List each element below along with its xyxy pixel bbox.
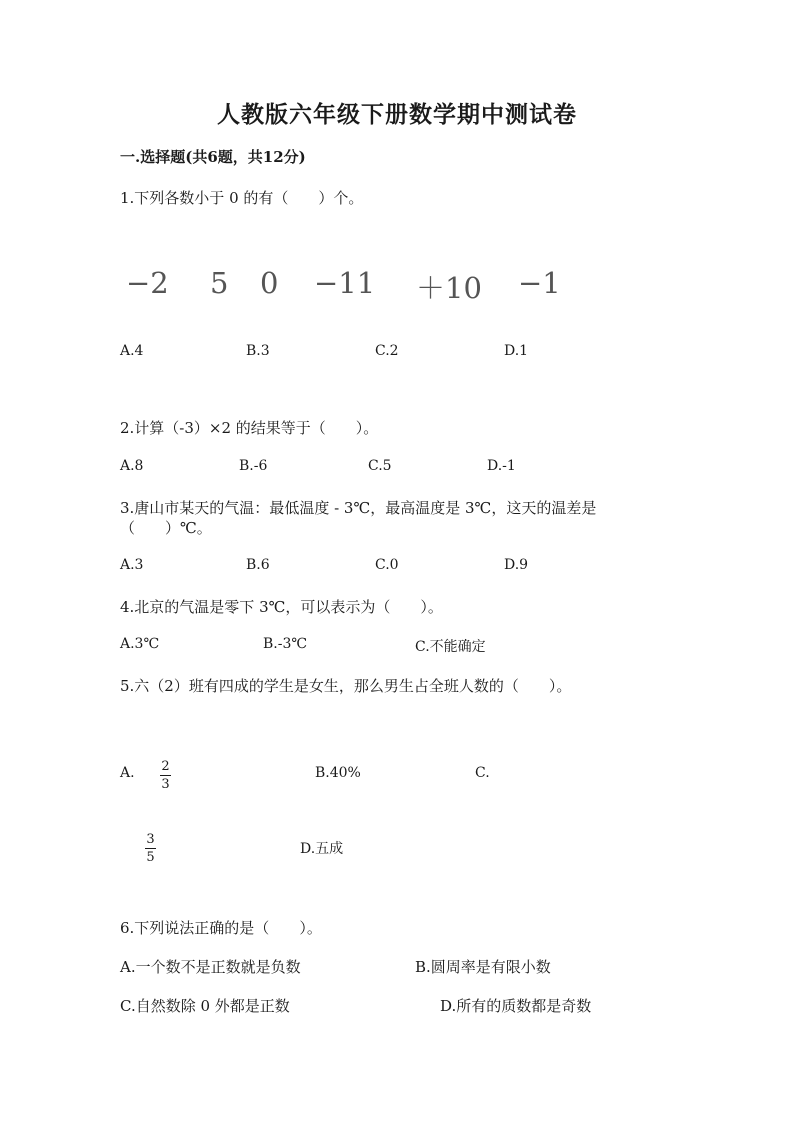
- q3-option-d: D.9: [504, 557, 529, 573]
- q2-option-b: B.-6: [239, 458, 268, 474]
- q2-option-c: C.5: [368, 458, 392, 474]
- page-title: 人教版六年级下册数学期中测试卷: [217, 101, 577, 128]
- q6-option-b: B.圆周率是有限小数: [415, 958, 551, 976]
- q5-option-d: D.五成: [300, 841, 344, 857]
- number-item: −2: [126, 266, 169, 300]
- q3-option-a: A.3: [120, 557, 144, 573]
- fraction-denominator: 5: [146, 850, 155, 865]
- number-item: −11: [314, 266, 376, 300]
- number-item: 5: [210, 266, 229, 300]
- q6-option-c: C.自然数除 0 外都是正数: [120, 997, 290, 1015]
- question-6-stem: 6.下列说法正确的是（ ）。: [120, 919, 322, 937]
- q3-option-b: B.6: [246, 557, 270, 573]
- q5-option-b: B.40%: [315, 765, 361, 781]
- fraction-numerator: 3: [146, 832, 155, 847]
- q6-option-a: A.一个数不是正数就是负数: [120, 958, 301, 976]
- q1-option-c: C.2: [375, 343, 399, 359]
- q1-option-a: A.4: [120, 343, 144, 359]
- fraction-numerator: 2: [161, 759, 170, 774]
- section-heading: 一.选择题(共6题，共12分): [120, 148, 306, 166]
- question-5-stem: 5.六（2）班有四成的学生是女生，那么男生占全班人数的（ ）。: [120, 677, 572, 695]
- q2-option-d: D.-1: [487, 458, 516, 474]
- q4-option-b: B.-3℃: [263, 636, 308, 652]
- q3-option-c: C.0: [375, 557, 399, 573]
- fraction-bar: [160, 775, 171, 776]
- q6-option-d: D.所有的质数都是奇数: [440, 997, 592, 1015]
- fraction-bar: [145, 848, 156, 849]
- q2-option-a: A.8: [120, 458, 144, 474]
- q5-option-c-label: C.: [475, 765, 490, 781]
- number-item: −1: [518, 266, 561, 300]
- number-row: [126, 266, 586, 306]
- q1-option-b: B.3: [246, 343, 270, 359]
- q5-option-c-fraction: [145, 833, 156, 864]
- number-item: ＋10: [416, 271, 482, 305]
- q4-option-a: A.3℃: [120, 636, 160, 652]
- question-4-stem: 4.北京的气温是零下 3℃，可以表示为（ ）。: [120, 598, 443, 616]
- fraction-denominator: 3: [161, 777, 170, 792]
- number-item: 0: [260, 266, 279, 300]
- question-3-stem: 3.唐山市某天的气温：最低温度 - 3℃，最高温度是 3℃，这天的温差是: [120, 499, 597, 517]
- question-3-stem-continued: （ ）℃。: [120, 519, 212, 537]
- question-1-stem: 1.下列各数小于 0 的有（ ）个。: [120, 189, 364, 207]
- q1-option-d: D.1: [504, 343, 529, 359]
- q5-option-a-label: A.: [120, 765, 135, 781]
- q4-option-c: C.不能确定: [415, 639, 486, 655]
- q5-option-a-fraction: [160, 760, 171, 791]
- question-2-stem: 2.计算（-3）×2 的结果等于（ ）。: [120, 419, 379, 437]
